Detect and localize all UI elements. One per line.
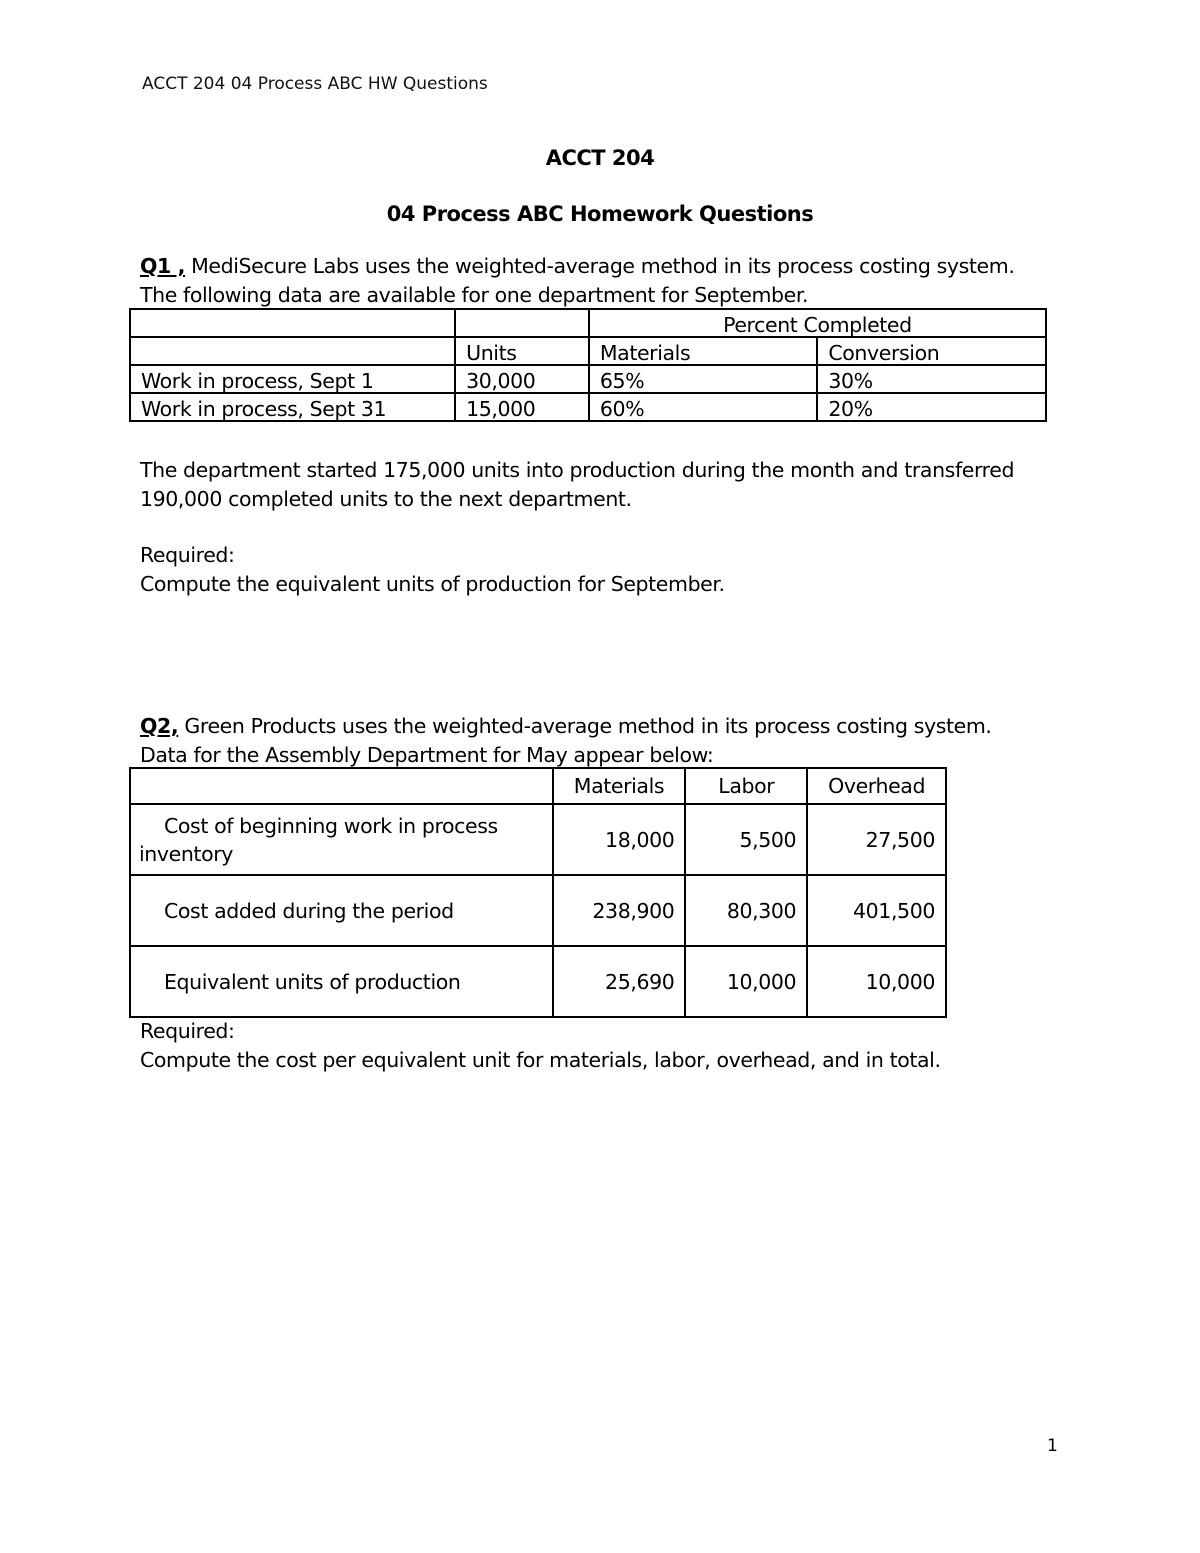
table-cell: 25,690 xyxy=(553,946,686,1017)
q1-required-text: Compute the equivalent units of production for September. xyxy=(140,572,725,596)
table-cell: 80,300 xyxy=(685,875,807,946)
q2-data-table xyxy=(129,767,947,1018)
column-header: Overhead xyxy=(807,768,946,804)
table-cell: 65% xyxy=(589,365,818,393)
column-header: Labor xyxy=(685,768,807,804)
page-number: 1 xyxy=(1047,1436,1058,1456)
q1-data-table xyxy=(129,308,1047,422)
q2-intro-line1 xyxy=(140,712,992,741)
document-subtitle: 04 Process ABC Homework Questions xyxy=(386,202,814,226)
q2-intro-text: Green Products uses the weighted-average method in its process costing system. xyxy=(184,714,992,738)
q1-required-label: Required: xyxy=(140,543,235,567)
column-header: Units xyxy=(455,337,589,365)
table-row xyxy=(130,309,1046,337)
q2-intro-line2: Data for the Assembly Department for May appear below: xyxy=(140,743,714,767)
row-label: Work in process, Sept 1 xyxy=(130,365,455,393)
table-cell: 10,000 xyxy=(685,946,807,1017)
table-cell: 30,000 xyxy=(455,365,589,393)
q1-after-line1: The department started 175,000 units into production during the month and transferred xyxy=(140,458,1015,482)
q1-intro-line1 xyxy=(140,252,1014,281)
table-cell: 18,000 xyxy=(553,804,686,875)
column-header: Conversion xyxy=(817,337,1046,365)
q1-intro-text: MediSecure Labs uses the weighted-average method in its process costing system. xyxy=(191,254,1015,278)
table-cell xyxy=(130,337,455,365)
table-cell: 30% xyxy=(817,365,1046,393)
table-cell: 27,500 xyxy=(807,804,946,875)
table-cell: 60% xyxy=(589,393,818,421)
q2-required-text: Compute the cost per equivalent unit for materials, labor, overhead, and in total. xyxy=(140,1048,941,1072)
table-cell xyxy=(455,309,589,337)
q1-after-line2: 190,000 completed units to the next department. xyxy=(140,487,632,511)
row-label-line2: inventory xyxy=(139,841,233,866)
q1-group-header: Percent Completed xyxy=(589,309,1046,337)
table-cell xyxy=(130,768,553,804)
row-label xyxy=(130,804,553,875)
table-cell: 15,000 xyxy=(455,393,589,421)
table-row xyxy=(130,768,946,804)
table-row xyxy=(130,337,1046,365)
running-header: ACCT 204 04 Process ABC HW Questions xyxy=(142,74,488,94)
table-cell: 10,000 xyxy=(807,946,946,1017)
table-row xyxy=(130,393,1046,421)
table-cell: 5,500 xyxy=(685,804,807,875)
table-cell: 401,500 xyxy=(807,875,946,946)
table-cell: 238,900 xyxy=(553,875,686,946)
table-row xyxy=(130,365,1046,393)
table-cell xyxy=(130,309,455,337)
table-row xyxy=(130,946,946,1017)
q2-required-label: Required: xyxy=(140,1019,235,1043)
q1-intro-line2: The following data are available for one department for September. xyxy=(140,283,809,307)
table-row xyxy=(130,804,946,875)
row-label: Cost added during the period xyxy=(130,875,553,946)
row-label: Work in process, Sept 31 xyxy=(130,393,455,421)
row-label: Equivalent units of production xyxy=(130,946,553,1017)
q2-label: Q2, xyxy=(140,714,179,738)
table-row xyxy=(130,875,946,946)
column-header: Materials xyxy=(589,337,818,365)
q1-label: Q1 , xyxy=(140,254,186,278)
row-label-line1: Cost of beginning work in process xyxy=(164,813,498,838)
document-title: ACCT 204 xyxy=(545,146,655,170)
table-cell: 20% xyxy=(817,393,1046,421)
column-header: Materials xyxy=(553,768,686,804)
